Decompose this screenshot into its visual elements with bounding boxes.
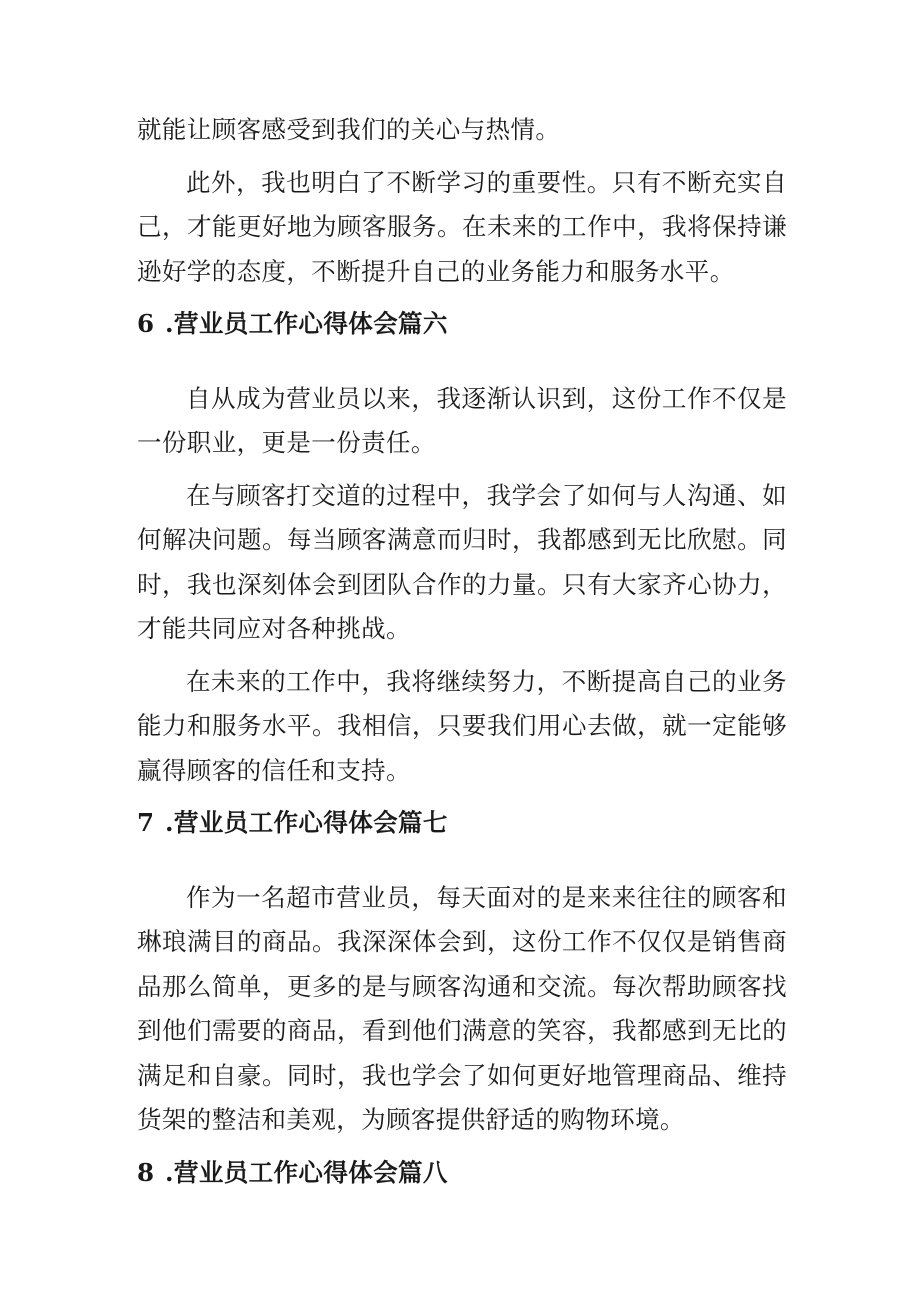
section-title: .营业员工作心得体会篇八	[165, 1157, 448, 1187]
section-title: .营业员工作心得体会篇七	[165, 808, 448, 837]
paragraph-teamwork: 在与顾客打交道的过程中，我学会了如何与人沟通、如何解决问题。每当顾客满意而归时，我都感到无比欣慰。同时，我也深刻体会到团队合作的力量。只有大家齐心协力，才能共同应对各种挑战。	[137, 480, 787, 643]
paragraph-learning: 此外，我也明白了不断学习的重要性。只有不断充实自己，才能更好地为顾客服务。在未来的工作中，我将保持谦逊好学的态度，不断提升自己的业务能力和服务水平。	[137, 167, 787, 286]
section-heading-7	[137, 801, 787, 846]
paragraph-continued: 就能让顾客感受到我们的关心与热情。	[137, 115, 561, 144]
section-number: 6	[137, 309, 155, 338]
paragraph-supermarket: 作为一名超市营业员，每天面对的是来来往往的顾客和琳琅满目的商品。我深深体会到，这份工作不仅仅是销售商品那么简单，更多的是与顾客沟通和交流。每次帮助顾客找到他们需要的商品，看到他们满意的笑容，我都感到无比的满足和自豪。同时，我也学会了如何更好地管理商品、维持货架的整洁和美观，为顾客提供舒适的购物环境。	[137, 882, 787, 1134]
section-number: 8	[137, 1157, 155, 1187]
paragraph-responsibility: 自从成为营业员以来，我逐渐认识到，这份工作不仅是一份职业，更是一份责任。	[137, 383, 787, 457]
paragraph-future: 在未来的工作中，我将继续努力，不断提高自己的业务能力和服务水平。我相信，只要我们用心去做，就一定能够赢得顾客的信任和支持。	[137, 666, 787, 785]
document-page	[137, 108, 787, 1195]
section-number: 7	[137, 808, 155, 837]
section-title: .营业员工作心得体会篇六	[165, 309, 448, 338]
section-heading-8	[137, 1151, 787, 1196]
section-heading-6	[137, 302, 787, 347]
